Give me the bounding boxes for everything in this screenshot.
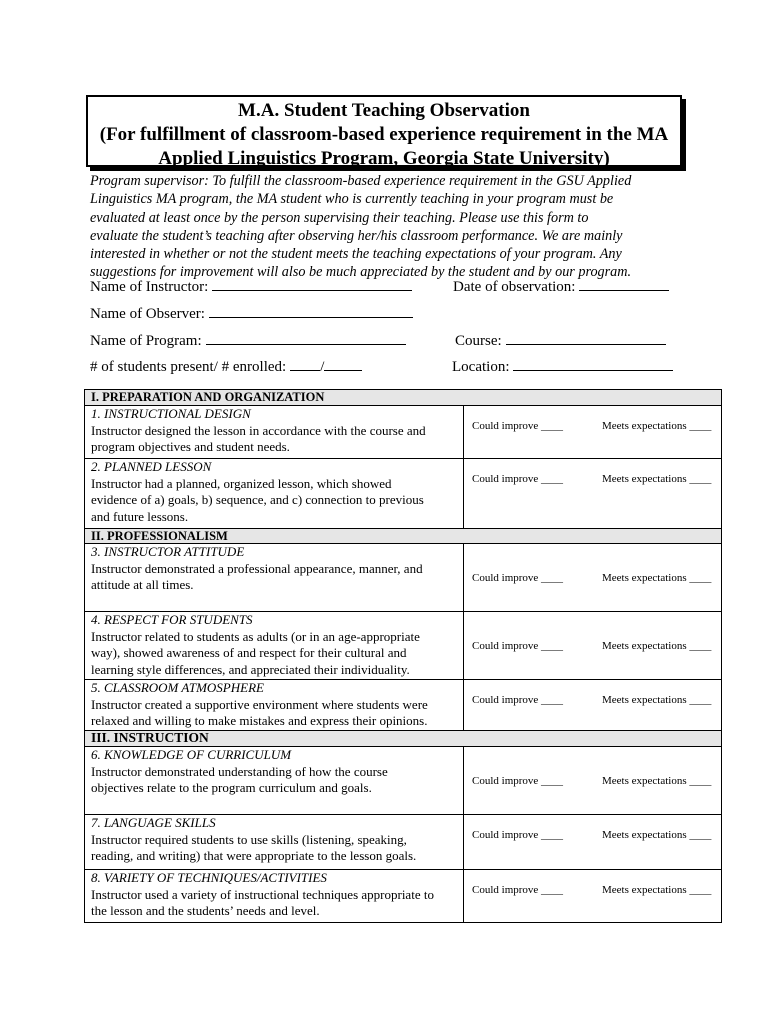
form-title	[86, 95, 682, 167]
date-blank[interactable]	[579, 278, 669, 291]
section-instruction: III. INSTRUCTION	[85, 731, 722, 747]
program-field	[90, 332, 406, 350]
meets-expectations-option[interactable]: Meets expectations ____	[602, 829, 712, 841]
intro-line: evaluated at least once by the person supervising their teaching. Please use this form to	[90, 209, 589, 226]
rating-cell[interactable]	[464, 747, 722, 815]
item-heading: 5. CLASSROOM ATMOSPHERE	[91, 680, 264, 695]
could-improve-option[interactable]: Could improve ____	[472, 829, 564, 841]
could-improve-option[interactable]: Could improve ____	[472, 884, 564, 896]
program-label: Name of Program:	[90, 333, 202, 349]
item-knowledge-of-curriculum	[85, 747, 464, 815]
students-label: # of students present/ # enrolled:	[90, 359, 287, 375]
rating-cell[interactable]	[464, 870, 722, 923]
section-row	[85, 529, 722, 544]
section-row	[85, 390, 722, 406]
could-improve-option[interactable]: Could improve ____	[472, 694, 564, 706]
evaluation-table	[84, 389, 722, 923]
item-heading: 8. VARIETY OF TECHNIQUES/ACTIVITIES	[91, 870, 327, 885]
program-blank[interactable]	[206, 332, 406, 345]
course-field	[455, 332, 666, 350]
could-improve-option[interactable]: Could improve ____	[472, 572, 564, 584]
item-heading: 4. RESPECT FOR STUDENTS	[91, 612, 253, 627]
title-line-2: (For fulfillment of classroom-based experience requirement in the MA	[99, 124, 669, 145]
item-text: way), showed awareness of and respect for their cultural and	[91, 645, 407, 661]
item-text: Instructor had a planned, organized lesson, which showed	[91, 475, 392, 491]
instructions-paragraph	[90, 172, 690, 282]
table-row	[85, 406, 722, 459]
could-improve-option[interactable]: Could improve ____	[472, 420, 564, 432]
item-respect-for-students	[85, 612, 464, 680]
location-field	[452, 358, 673, 376]
meets-expectations-option[interactable]: Meets expectations ____	[602, 694, 712, 706]
item-variety-of-techniques	[85, 870, 464, 923]
students-present-blank[interactable]	[290, 358, 320, 371]
title-line-1: M.A. Student Teaching Observation	[238, 100, 530, 121]
rating-cell[interactable]	[464, 459, 722, 529]
intro-line: suggestions for improvement will also be much appreciated by the student and by our program.	[90, 264, 632, 281]
item-heading: 7. LANGUAGE SKILLS	[91, 815, 216, 830]
meets-expectations-option[interactable]: Meets expectations ____	[602, 884, 712, 896]
intro-line: Linguistics MA program, the MA student who is currently teaching in your program must be	[90, 191, 614, 208]
table-row	[85, 815, 722, 870]
item-text: Instructor demonstrated a professional appearance, manner, and	[91, 560, 423, 576]
item-text: program objectives and student needs.	[91, 439, 290, 455]
section-row	[85, 731, 722, 747]
course-label: Course:	[455, 333, 502, 349]
students-enrolled-blank[interactable]	[324, 358, 362, 371]
rating-cell[interactable]	[464, 612, 722, 680]
observer-label: Name of Observer:	[90, 306, 205, 322]
item-classroom-atmosphere	[85, 680, 464, 731]
item-heading: 1. INSTRUCTIONAL DESIGN	[91, 406, 251, 421]
intro-line: evaluate the student’s teaching after observing her/his classroom performance. We are mainly	[90, 227, 623, 244]
could-improve-option[interactable]: Could improve ____	[472, 473, 564, 485]
item-text: reading, and writing) that were appropriate to the lesson goals.	[91, 848, 417, 864]
table-row	[85, 459, 722, 529]
section-preparation: I. PREPARATION AND ORGANIZATION	[85, 390, 722, 406]
item-text: objectives relate to the program curriculum and goals.	[91, 780, 372, 796]
table-row	[85, 870, 722, 923]
item-heading: 2. PLANNED LESSON	[91, 459, 212, 474]
instructor-blank[interactable]	[212, 278, 412, 291]
location-blank[interactable]	[513, 358, 673, 371]
item-text: relaxed and willing to make mistakes and express their opinions.	[91, 713, 428, 729]
item-heading: 6. KNOWLEDGE OF CURRICULUM	[91, 747, 292, 762]
observer-field	[90, 305, 413, 323]
item-language-skills	[85, 815, 464, 870]
item-planned-lesson	[85, 459, 464, 529]
rating-cell[interactable]	[464, 406, 722, 459]
item-text: Instructor demonstrated understanding of how the course	[91, 763, 388, 779]
item-text: Instructor required students to use skills (listening, speaking,	[91, 831, 407, 847]
item-text: Instructor used a variety of instructional techniques appropriate to	[91, 886, 434, 902]
item-text: Instructor related to students as adults (or in an age-appropriate	[91, 628, 420, 644]
could-improve-option[interactable]: Could improve ____	[472, 775, 564, 787]
item-instructor-attitude	[85, 544, 464, 612]
table-row	[85, 612, 722, 680]
table-row	[85, 680, 722, 731]
instructor-field	[90, 278, 412, 296]
item-text: learning style differences, and appreciated their individuality.	[91, 661, 410, 677]
item-text: evidence of a) goals, b) sequence, and c) connection to previous	[91, 492, 424, 508]
table-row	[85, 544, 722, 612]
rating-cell[interactable]	[464, 815, 722, 870]
location-label: Location:	[452, 359, 510, 375]
course-blank[interactable]	[506, 332, 666, 345]
table-row	[85, 747, 722, 815]
title-line-3: Applied Linguistics Program, Georgia State University)	[158, 148, 610, 169]
item-text: attitude at all times.	[91, 577, 194, 593]
intro-line: Program supervisor: To fulfill the classroom-based experience requirement in the GSU Applied	[90, 173, 632, 189]
meets-expectations-option[interactable]: Meets expectations ____	[602, 572, 712, 584]
meets-expectations-option[interactable]: Meets expectations ____	[602, 775, 712, 787]
item-heading: 3. INSTRUCTOR ATTITUDE	[91, 544, 245, 559]
date-field	[453, 278, 669, 296]
rating-cell[interactable]	[464, 544, 722, 612]
section-professionalism: II. PROFESSIONALISM	[85, 529, 722, 544]
rating-cell[interactable]	[464, 680, 722, 731]
could-improve-option[interactable]: Could improve ____	[472, 640, 564, 652]
intro-line: interested in whether or not the student meets the teaching expectations of your program. Any	[90, 246, 622, 263]
students-field	[90, 358, 362, 376]
meets-expectations-option[interactable]: Meets expectations ____	[602, 473, 712, 485]
item-text: Instructor created a supportive environment where students were	[91, 696, 428, 712]
date-label: Date of observation:	[453, 279, 576, 295]
meets-expectations-option[interactable]: Meets expectations ____	[602, 640, 712, 652]
item-instructional-design	[85, 406, 464, 459]
students-slash: /	[320, 359, 325, 375]
item-text: Instructor designed the lesson in accordance with the course and	[91, 422, 426, 438]
item-text: the lesson and the students’ needs and level.	[91, 903, 320, 919]
item-text: and future lessons.	[91, 508, 189, 524]
instructor-label: Name of Instructor:	[90, 279, 209, 295]
meets-expectations-option[interactable]: Meets expectations ____	[602, 420, 712, 432]
observer-blank[interactable]	[209, 305, 413, 318]
